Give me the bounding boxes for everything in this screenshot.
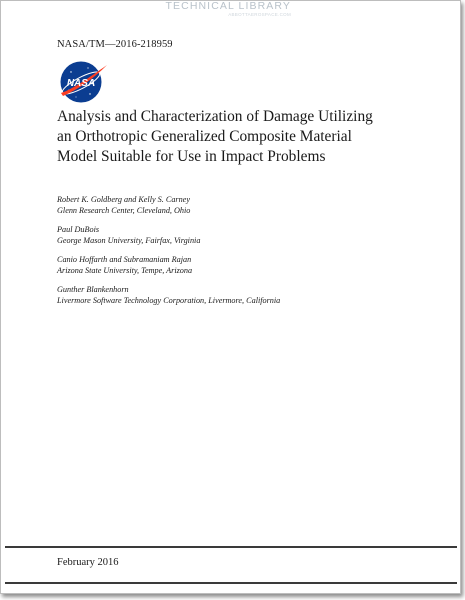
title-line: Model Suitable for Use in Impact Problems [57, 148, 326, 165]
author-block [57, 255, 377, 276]
author-affiliation: George Mason University, Fairfax, Virginia [57, 235, 201, 245]
author-names: Paul DuBois [57, 225, 100, 234]
author-affiliation: Glenn Research Center, Cleveland, Ohio [57, 205, 191, 215]
nasa-logo-text: NASA [66, 78, 96, 89]
nasa-logo [57, 59, 111, 105]
title-line: Analysis and Characterization of Damage Utilizing [57, 108, 373, 125]
report-number: NASA/TM—2016-218959 [57, 39, 173, 50]
author-names: Gunther Blankenhorn [57, 285, 129, 294]
author-block [57, 195, 377, 216]
watermark-sub-text: ABBOTTAEROSPACE.COM [228, 12, 291, 17]
author-names: Robert K. Goldberg and Kelly S. Carney [57, 195, 190, 204]
author-block [57, 285, 377, 306]
author-affiliation: Livermore Software Technology Corporation, Livermore, California [57, 295, 281, 305]
footer-rule-top [5, 546, 457, 548]
author-affiliation: Arizona State University, Tempe, Arizona [57, 265, 193, 275]
author-names: Canio Hoffarth and Subramaniam Rajan [57, 255, 192, 264]
author-block [57, 225, 377, 246]
title-line: an Orthotropic Generalized Composite Material [57, 128, 352, 145]
watermark-main-text: TECHNICAL LIBRARY [165, 0, 291, 12]
technical-library-watermark [151, 1, 291, 25]
author-list [57, 195, 377, 315]
document-title [57, 107, 417, 167]
publication-date: February 2016 [57, 557, 119, 568]
footer-rule-bottom [5, 582, 457, 584]
